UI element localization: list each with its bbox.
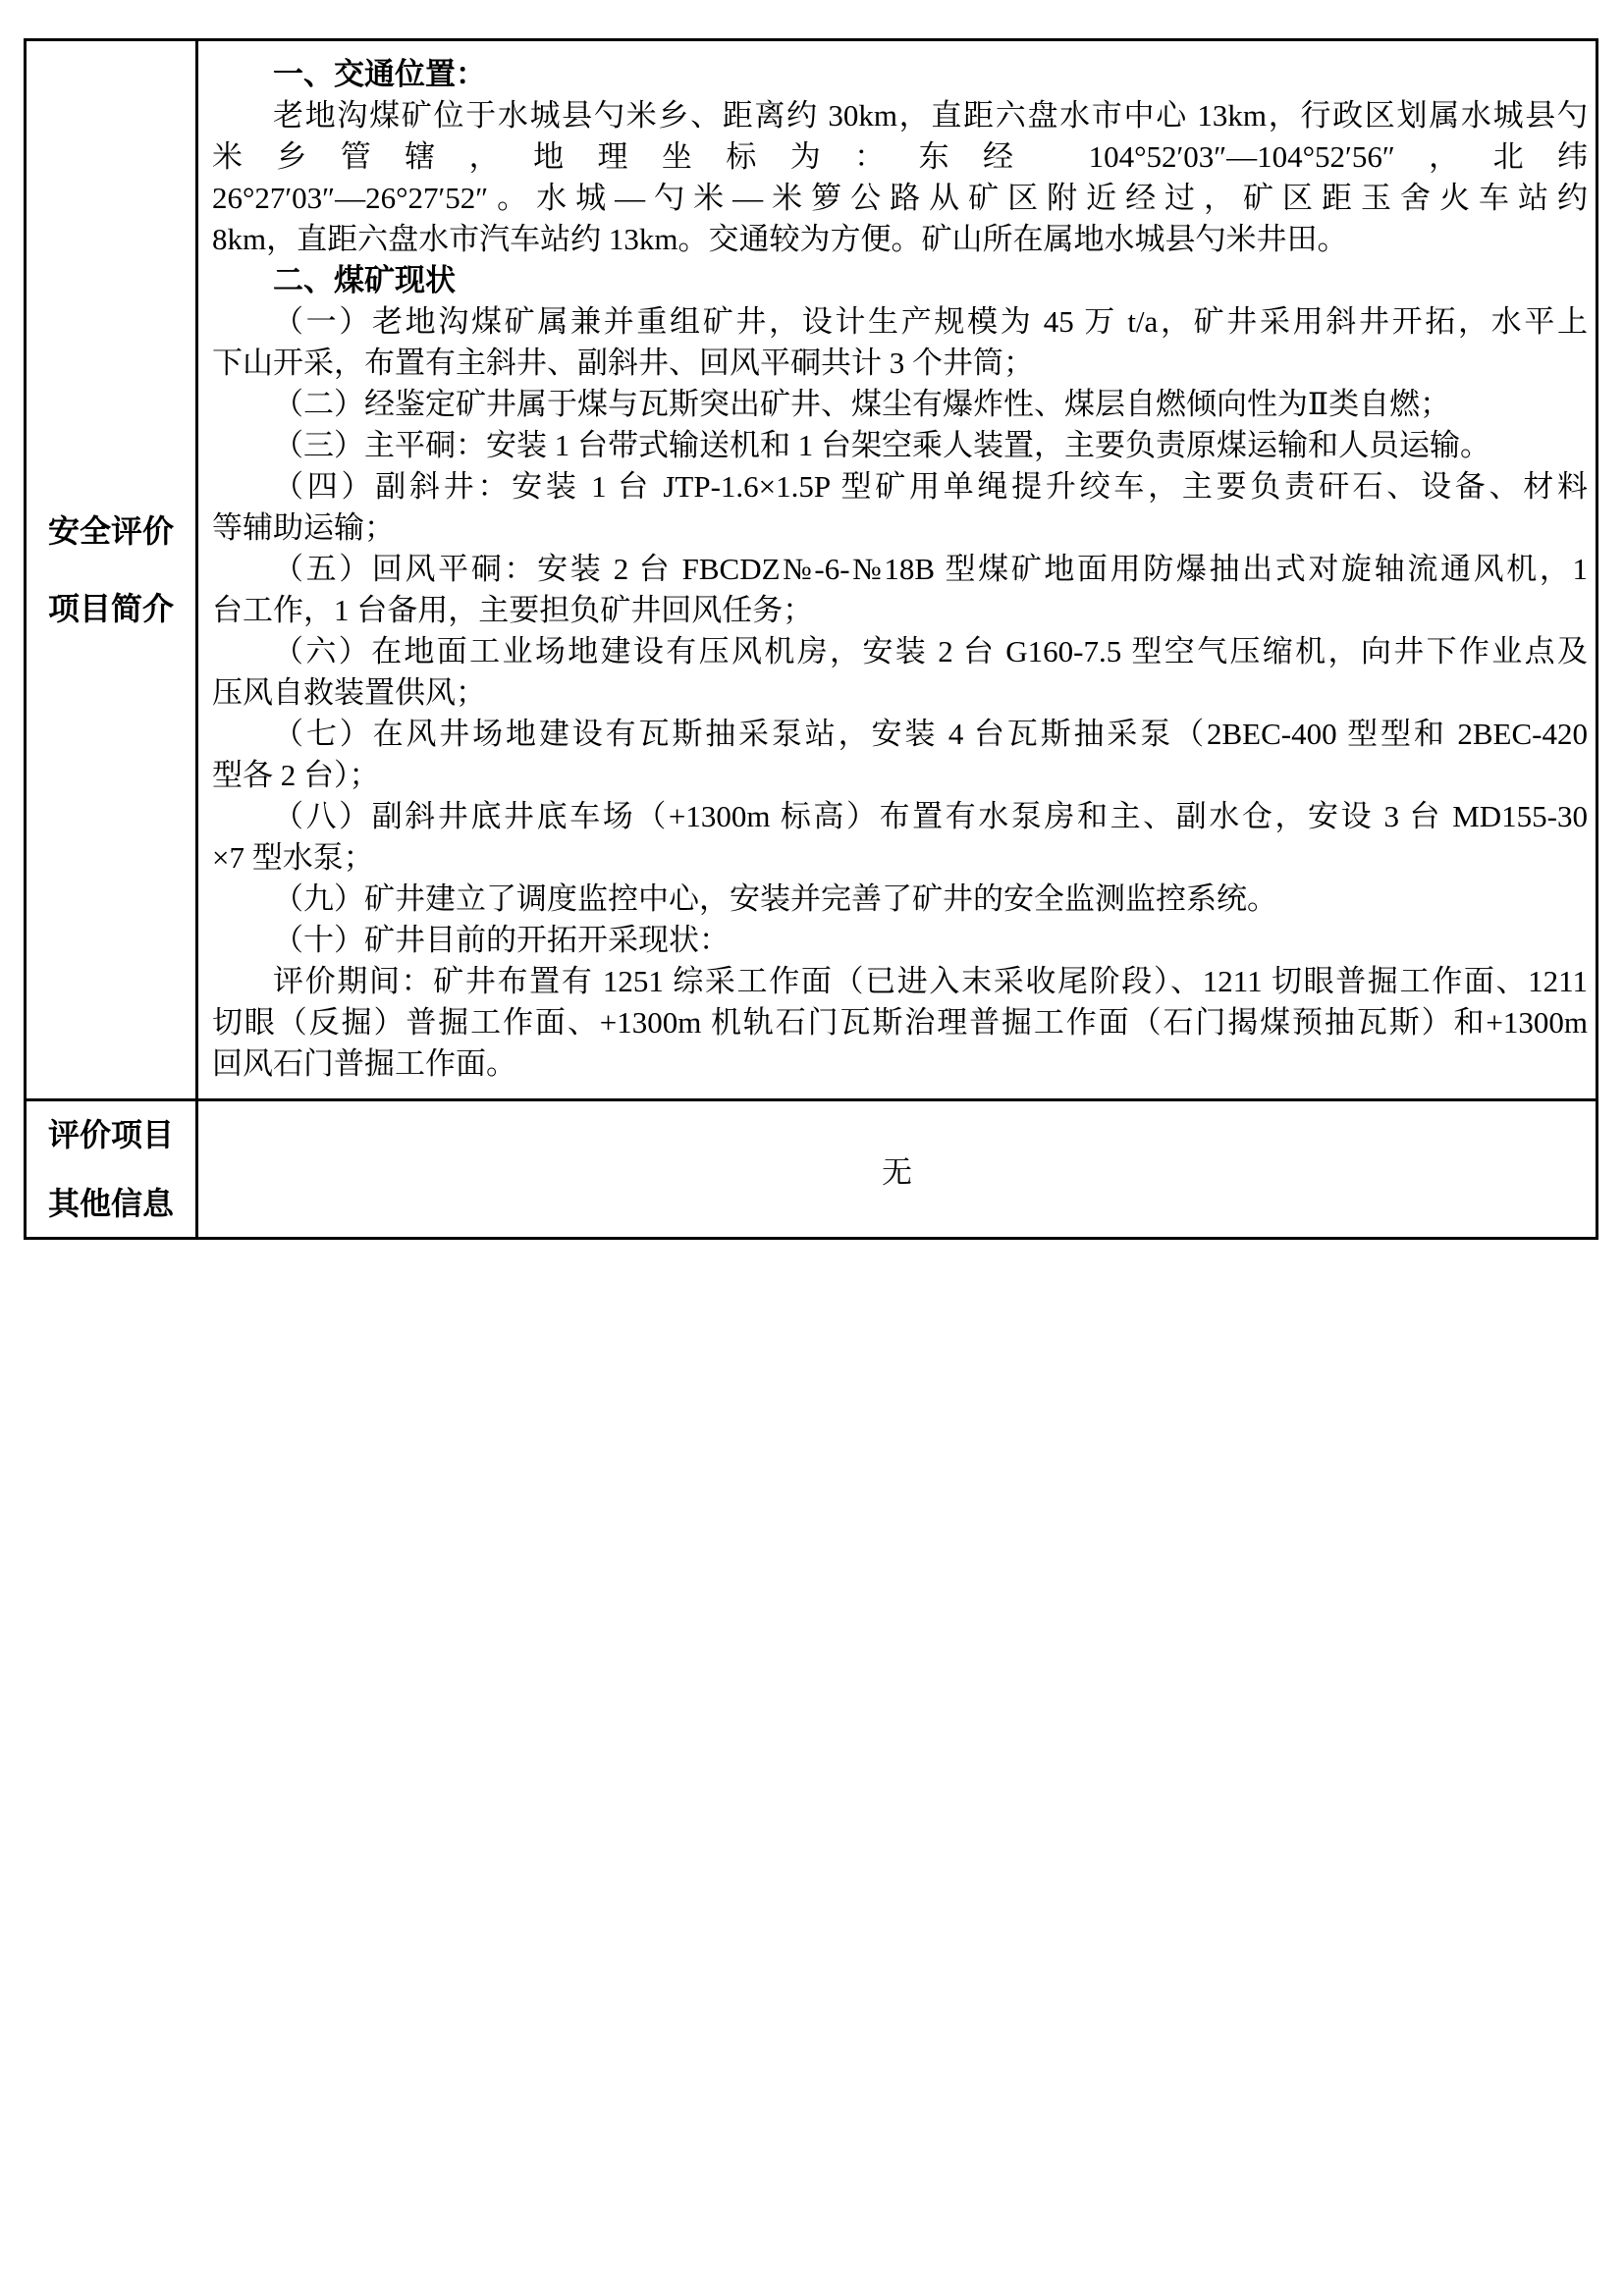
row-header-line: 安全评价 (47, 513, 174, 549)
content-line: 台工作，1 台备用，主要担负矿井回风任务； (212, 593, 814, 627)
other-info-content (198, 1101, 1596, 1237)
content-line: 一、交通位置： (273, 57, 486, 91)
table-row-project-intro (27, 41, 1596, 1101)
content-line: （四）副斜井：安装 1 台 JTP-1.6×1.5P 型矿用单绳提升绞车，主要负责矸石、设备、材料 (273, 469, 1588, 504)
row-header-safety-evaluation-project-intro (27, 41, 198, 1098)
content-line: （二）经鉴定矿井属于煤与瓦斯突出矿井、煤尘有爆炸性、煤层自燃倾向性为Ⅱ类自燃； (273, 387, 1451, 421)
other-info-value: 无 (882, 1154, 912, 1190)
content-line: （一）老地沟煤矿属兼并重组矿井，设计生产规模为 45 万 t/a，矿井采用斜井开拓，水平上 (273, 304, 1588, 339)
row-header-line: 其他信息 (47, 1186, 174, 1221)
content-line: 二、煤矿现状 (273, 263, 456, 297)
content-line: 26°27′03″—26°27′52″。水城—勺米—米箩公路从矿区附近经过，矿区距玉舍火车站约 (212, 181, 1588, 215)
row-header-line: 项目简介 (47, 591, 174, 626)
content-line: 压风自救装置供风； (212, 675, 486, 710)
content-line: 回风石门普掘工作面。 (212, 1046, 516, 1081)
content-line: ×7 型水泵； (212, 840, 374, 875)
content-line: 等辅助运输； (212, 510, 395, 545)
project-intro-content (198, 41, 1596, 1098)
content-line: （九）矿井建立了调度监控中心，安装并完善了矿井的安全监测监控系统。 (273, 881, 1277, 916)
evaluation-table (24, 38, 1598, 1240)
content-line: （六）在地面工业场地建设有压风机房，安装 2 台 G160-7.5 型空气压缩机，向井下作业点及 (273, 634, 1588, 668)
content-line: 型各 2 台）； (212, 758, 380, 792)
row-header-evaluation-project-other-info (27, 1101, 198, 1237)
content-line: 老地沟煤矿位于水城县勺米乡、距离约 30km，直距六盘水市中心 13km，行政区划属水城县勺 (273, 98, 1588, 133)
content-line: 评价期间：矿井布置有 1251 综采工作面（已进入末采收尾阶段）、1211 切眼普掘工作面、1211 (273, 964, 1588, 998)
content-line: 8km，直距六盘水市汽车站约 13km。交通较为方便。矿山所在属地水城县勺米井田。 (212, 222, 1348, 256)
content-line: （八）副斜井底井底车场（+1300m 标高）布置有水泵房和主、副水仓，安设 3 台 MD155-30 (273, 799, 1588, 833)
table-row-other-info (27, 1101, 1596, 1237)
content-line: （七）在风井场地建设有瓦斯抽采泵站，安装 4 台瓦斯抽采泵（2BEC-400 型型和 2BEC-420 (273, 717, 1588, 751)
content-line: 米乡管辖，地理坐标为：东经 104°52′03″—104°52′56″，北纬 (212, 139, 1588, 174)
row-header-line: 评价项目 (47, 1117, 174, 1152)
content-line: （三）主平硐：安装 1 台带式输送机和 1 台架空乘人装置，主要负责原煤运输和人员运输。 (273, 428, 1490, 462)
content-line: 下山开采，布置有主斜井、副斜井、回风平硐共计 3 个井筒； (212, 346, 1034, 380)
content-line: 切眼（反掘）普掘工作面、+1300m 机轨石门瓦斯治理普掘工作面（石门揭煤预抽瓦斯）和+1300m (212, 1005, 1588, 1040)
content-line: （十）矿井目前的开拓开采现状： (273, 923, 730, 957)
content-line: （五）回风平硐：安装 2 台 FBCDZ№-6-№18B 型煤矿地面用防爆抽出式对旋轴流通风机，1 (273, 552, 1588, 586)
